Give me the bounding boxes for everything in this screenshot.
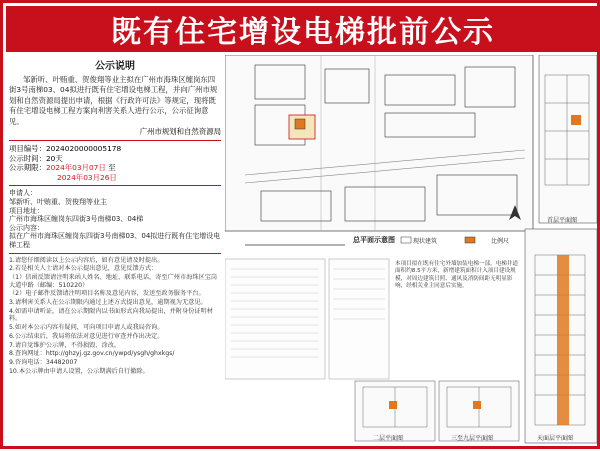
notice-heading: 公示说明 xyxy=(95,61,135,72)
floor2-label: 二层平面图 xyxy=(373,435,404,442)
scale-label: 比例尺 xyxy=(491,238,510,245)
notice-intro: 邹新听、叶贿重、贺俊翔等业主拟在广州市海珠区缠岗东四街3号南梯03、04拟进行既有住宅增设电梯工程，并向广州市规划和自然资源局提出申请，根据《行政许可法》等规定，现将既有住宅增设电梯工程方案向利害关系人进行公示，公示征询意见。 xyxy=(9,75,218,126)
drawing-area xyxy=(225,55,597,447)
rule-item: 10.本公示牌由申请人设置，公示期满后自行撤除。 xyxy=(9,367,149,375)
legend-existing-label: 现状建筑 xyxy=(413,238,438,245)
rule-item: 9.咨询电话：34482007 xyxy=(9,359,78,366)
notice-period: 公示时间：20天 xyxy=(9,153,63,163)
rules-list xyxy=(9,257,221,376)
legend-swatch-existing xyxy=(401,237,411,243)
content-label: 公示内容： xyxy=(9,223,44,232)
notice-text-column xyxy=(9,55,221,447)
legend-swatch-new xyxy=(465,237,475,243)
site-plan-title: 总平面示意图 xyxy=(353,236,395,244)
rule-item: 7.请自觉维护公示牌，不得损毁、涂改。 xyxy=(9,341,121,349)
elevator-mark xyxy=(571,115,581,125)
rule-item: 8.查询网址：http://ghzyj.gz.gov.cn/ywpd/ysgh/ghxkgs/ xyxy=(9,350,175,358)
divider xyxy=(9,140,221,141)
floor9-label: 三至九层平面图 xyxy=(451,435,494,442)
elevator-mark xyxy=(473,401,481,409)
date-to: 2024年03月26日 xyxy=(57,172,117,182)
title-banner xyxy=(6,6,600,52)
rule-item: 3.请利害关系人在公示期限内通过上述方式提出意见，逾期视为无意见。 xyxy=(9,299,207,307)
date-from: 2024年03月07日 xyxy=(45,163,106,173)
location-value: 广州市海珠区缠岗东四街3号南梯03、04梯 xyxy=(9,215,144,224)
divider xyxy=(9,185,221,186)
rule-item: 2.若是相关人士请对本公示提出意见，意见反馈方式： xyxy=(9,265,158,273)
applicant-value: 邹新听、叶贿重、贺俊翔等业主 xyxy=(9,198,107,206)
applicant-block xyxy=(9,189,221,249)
design-note: 本项目拟在既有住宅外墙加装电梯一部，电梯井道面积约8.5平方米，新增建筑面积计入项目建设规模，对周边建筑日照、通风及消防间距无明显影响，经相关业主同意后实施。 xyxy=(395,261,519,290)
date-to-word: 至 xyxy=(108,163,116,173)
elevator-mark xyxy=(389,401,397,409)
rule-item: （1）信函反馈请注明来函人姓名、地址、联系电话，寄至广州市海珠区宝岗大道中路（邮编：510220） xyxy=(9,273,218,289)
rule-item: 6.公示结束后，我局将依法对意见进行审查并作出决定。 xyxy=(9,332,164,340)
project-meta xyxy=(9,144,221,182)
issuer: 广州市规划和自然资源局 xyxy=(139,127,221,137)
rule-item: 4.如需申请听证，请在公示期限内以书面形式向我局提出，并附身份证明材料。 xyxy=(9,307,213,323)
drawing-canvas xyxy=(225,55,597,447)
applicant-label: 申请人： xyxy=(9,189,37,198)
date-label: 公示期限： xyxy=(9,163,46,173)
site-plan-frame xyxy=(225,55,533,231)
content-value: 拟在广州市海珠区缠岗东四街3号南梯03、04拟进行既有住宅增设电梯工程 xyxy=(9,232,221,249)
divider xyxy=(9,253,221,254)
elevator-mark xyxy=(295,119,305,129)
elevator-shaft xyxy=(557,255,569,425)
project-number: 项目编号：2024020000005178 xyxy=(9,144,122,154)
floor1-label: 首层平面图 xyxy=(547,217,578,224)
rule-item: 1.请您仔细阅读以上公示内容后，如有意见请及时提出。 xyxy=(9,256,164,264)
page-title: 既有住宅增设电梯批前公示 xyxy=(111,15,495,50)
roof-label: 天面层平面图 xyxy=(537,435,574,442)
location-label: 项目地址： xyxy=(9,206,44,215)
notice-dates xyxy=(9,163,221,173)
rule-item: 5.如对本公示内容有疑问，可向项目申请人或我局咨询。 xyxy=(9,324,164,332)
rule-item: （2）电子邮件反馈请注明项目名称及意见内容，发送至政务服务平台。 xyxy=(9,290,205,298)
floor-plan-frame xyxy=(539,55,597,223)
